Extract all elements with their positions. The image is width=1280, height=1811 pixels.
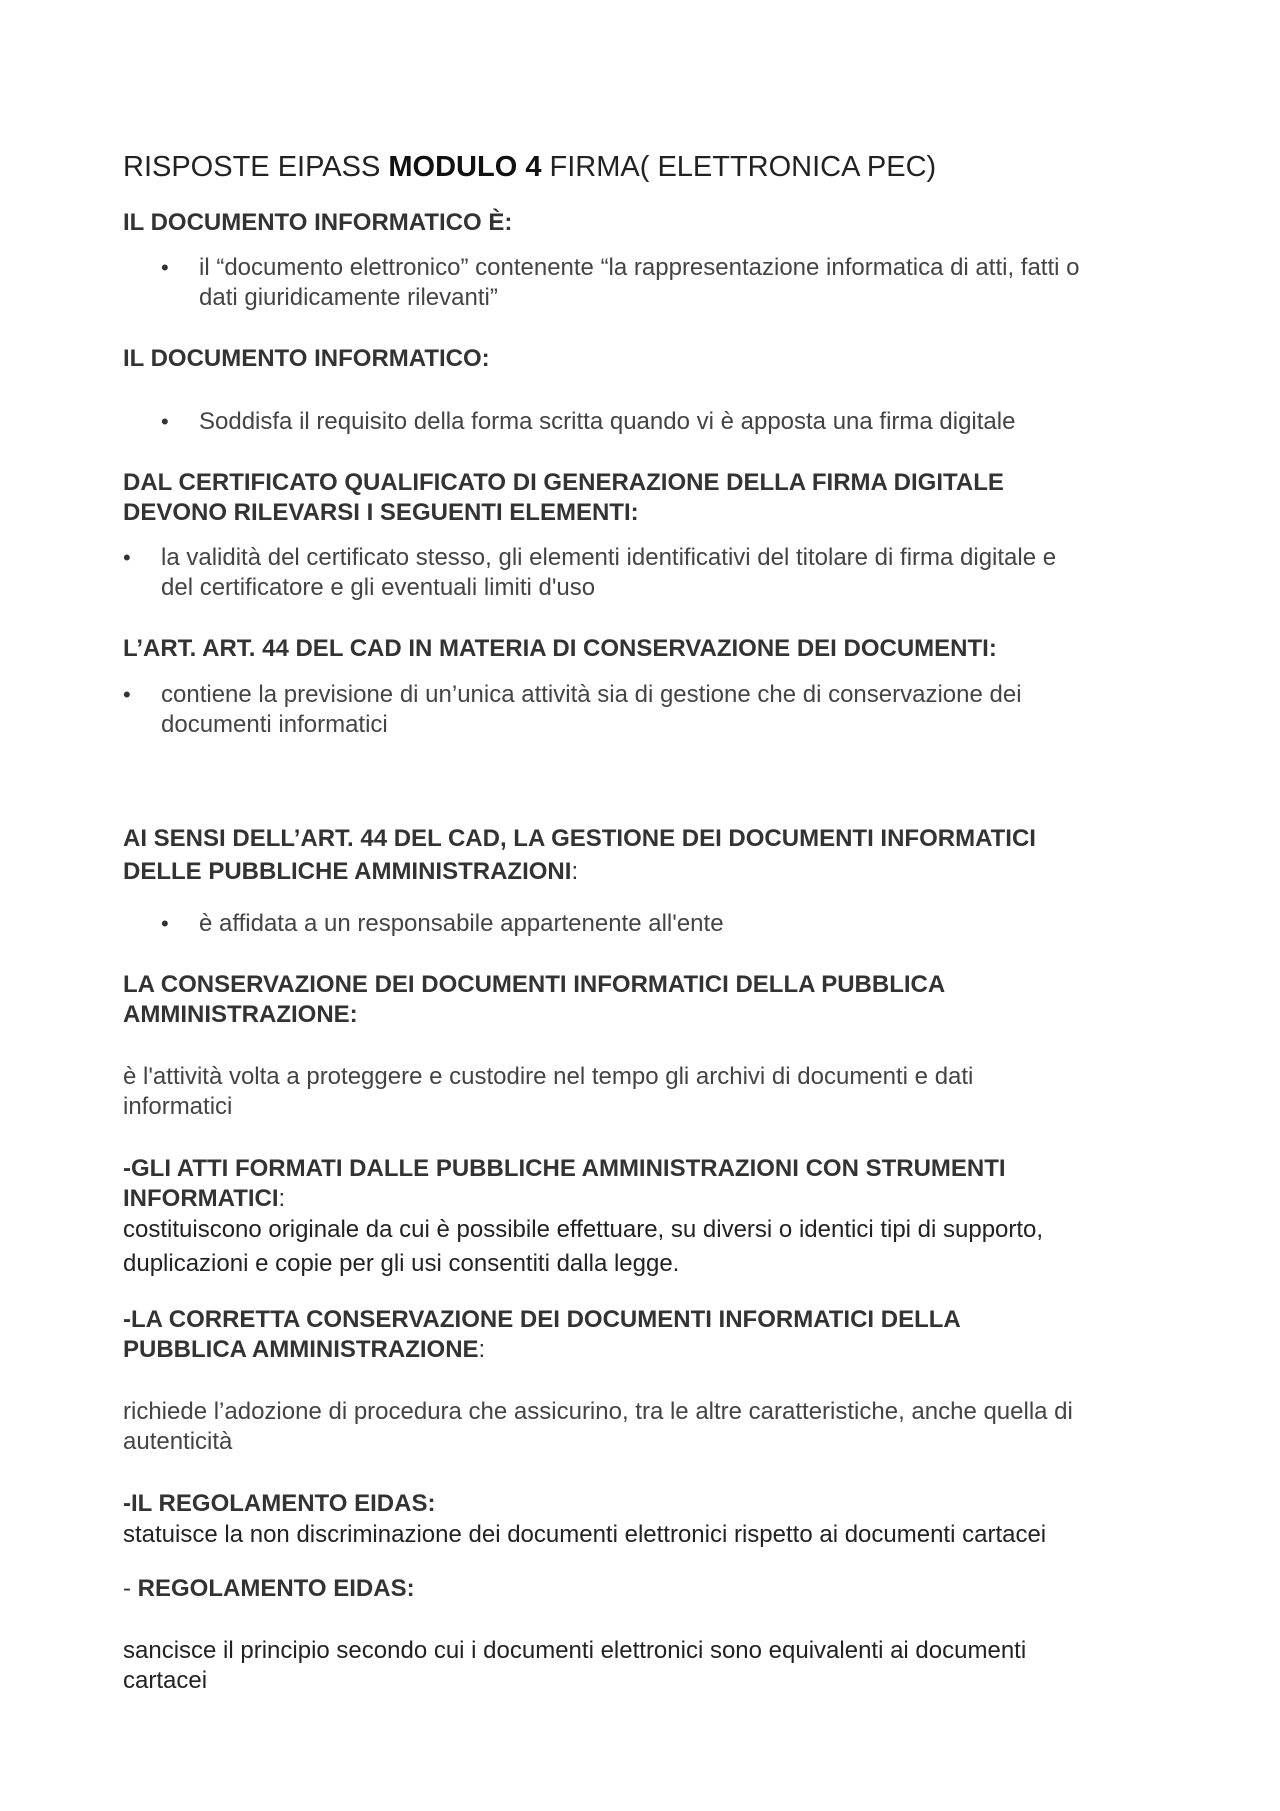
section-heading: -GLI ATTI FORMATI DALLE PUBBLICHE AMMINISTRAZIONI CON STRUMENTI xyxy=(123,1155,1006,1182)
heading-prefix: - xyxy=(123,1575,138,1602)
section-heading xyxy=(123,1335,485,1365)
section-heading: DAL CERTIFICATO QUALIFICATO DI GENERAZIONE DELLA FIRMA DIGITALE xyxy=(123,469,1004,496)
title-part-2: MODULO 4 xyxy=(388,151,542,183)
bullet-text: è affidata a un responsabile appartenente all'ente xyxy=(199,910,724,937)
body-text: duplicazioni e copie per gli usi consentiti dalla legge. xyxy=(123,1250,680,1277)
section-heading: -IL REGOLAMENTO EIDAS: xyxy=(123,1490,436,1517)
title-part-1: RISPOSTE EIPASS xyxy=(123,151,389,183)
heading-text: DELLE PUBBLICHE AMMINISTRAZIONI xyxy=(123,858,572,885)
heading-suffix: : xyxy=(571,858,579,885)
heading-text: INFORMATICI xyxy=(123,1185,279,1212)
heading-suffix: : xyxy=(478,1336,486,1363)
section-heading xyxy=(123,1574,415,1604)
bullet-icon: • xyxy=(161,409,169,434)
bullet-text: Soddisfa il requisito della forma scritta quando vi è apposta una firma digitale xyxy=(199,408,1016,435)
heading-suffix: : xyxy=(278,1185,286,1212)
section-heading: IL DOCUMENTO INFORMATICO: xyxy=(123,345,490,372)
section-heading xyxy=(123,857,578,887)
heading-text: PUBBLICA AMMINISTRAZIONE xyxy=(123,1336,479,1363)
body-text: informatici xyxy=(123,1093,233,1120)
bullet-icon: • xyxy=(123,545,131,570)
bullet-text: documenti informatici xyxy=(161,711,388,738)
bullet-icon: • xyxy=(161,255,169,280)
bullet-icon: • xyxy=(161,911,169,936)
body-text: autenticità xyxy=(123,1428,233,1455)
body-text: richiede l’adozione di procedura che assicurino, tra le altre caratteristiche, anche quella di xyxy=(123,1398,1073,1425)
section-heading: AI SENSI DELL’ART. 44 DEL CAD, LA GESTIONE DEI DOCUMENTI INFORMATICI xyxy=(123,825,1036,852)
section-heading: IL DOCUMENTO INFORMATICO È: xyxy=(123,209,513,236)
section-heading: LA CONSERVAZIONE DEI DOCUMENTI INFORMATICI DELLA PUBBLICA xyxy=(123,971,946,998)
bullet-icon: • xyxy=(123,682,131,707)
bullet-text: la validità del certificato stesso, gli elementi identificativi del titolare di firma digitale e xyxy=(161,544,1057,571)
body-text: cartacei xyxy=(123,1667,208,1694)
section-heading: AMMINISTRAZIONE: xyxy=(123,1001,358,1028)
heading-text: REGOLAMENTO EIDAS: xyxy=(137,1575,415,1602)
body-text: è l'attività volta a proteggere e custodire nel tempo gli archivi di documenti e dati xyxy=(123,1063,974,1090)
section-heading xyxy=(123,1184,285,1214)
body-text: statuisce la non discriminazione dei documenti elettronici rispetto ai documenti cartacei xyxy=(123,1521,1047,1548)
bullet-text: il “documento elettronico” contenente “la rappresentazione informatica di atti, fatti o xyxy=(199,254,1080,281)
section-heading: DEVONO RILEVARSI I SEGUENTI ELEMENTI: xyxy=(123,499,639,526)
body-text: sancisce il principio secondo cui i documenti elettronici sono equivalenti ai documenti xyxy=(123,1637,1027,1664)
page-title xyxy=(123,152,936,182)
section-heading: -LA CORRETTA CONSERVAZIONE DEI DOCUMENTI INFORMATICI DELLA xyxy=(123,1306,961,1333)
body-text: costituiscono originale da cui è possibile effettuare, su diversi o identici tipi di supporto, xyxy=(123,1216,1044,1243)
bullet-text: del certificatore e gli eventuali limiti d'uso xyxy=(161,574,596,601)
section-heading: L’ART. ART. 44 DEL CAD IN MATERIA DI CONSERVAZIONE DEI DOCUMENTI: xyxy=(123,635,997,662)
bullet-text: contiene la previsione di un’unica attività sia di gestione che di conservazione dei xyxy=(161,681,1022,708)
bullet-text: dati giuridicamente rilevanti” xyxy=(199,284,498,311)
title-part-3: FIRMA( ELETTRONICA PEC) xyxy=(541,151,937,183)
